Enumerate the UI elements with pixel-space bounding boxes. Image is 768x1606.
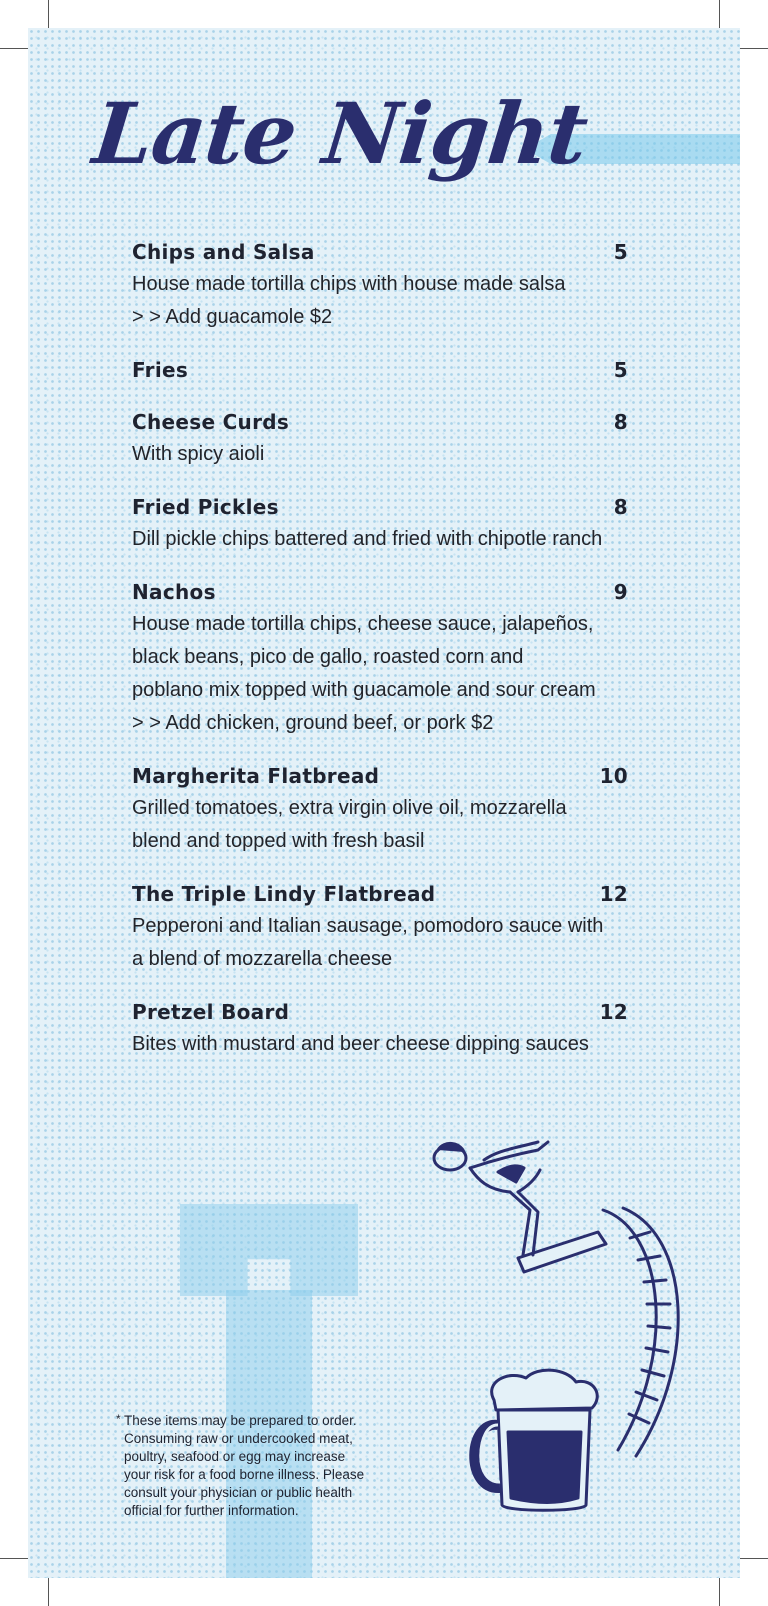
- menu-item-description: [132, 792, 628, 858]
- menu-item-name: Pretzel Board: [132, 1000, 290, 1024]
- menu-item: [132, 354, 628, 386]
- menu-item-header: [132, 576, 628, 608]
- description-line: > > Add guacamole $2: [132, 306, 333, 328]
- description-line: Pepperoni and Italian sausage, pomodoro sauce with: [132, 915, 604, 937]
- menu-item-header: [132, 878, 628, 910]
- menu-item-header: [132, 354, 628, 386]
- disclaimer-line: poultry, seafood or egg may increase: [124, 1449, 346, 1464]
- menu-item-header: [132, 406, 628, 438]
- menu-item-name: Chips and Salsa: [132, 240, 315, 264]
- allergy-disclaimer: [116, 1412, 394, 1520]
- page-title: Late Night: [88, 84, 592, 183]
- menu-item-header: [132, 760, 628, 792]
- menu-item-name: Cheese Curds: [132, 410, 290, 434]
- menu-item: [132, 491, 628, 556]
- disclaimer-line: consult your physician or public health: [124, 1485, 353, 1500]
- menu-item-description: [132, 438, 628, 471]
- menu-item-name: The Triple Lindy Flatbread: [132, 882, 436, 906]
- description-line: Grilled tomatoes, extra virgin olive oil, mozzarella: [132, 797, 567, 819]
- description-line: poblano mix topped with guacamole and sour cream: [132, 679, 596, 701]
- menu-item-price: 5: [613, 240, 628, 264]
- menu-item-price: 9: [613, 580, 628, 604]
- menu-item-price: 10: [599, 764, 628, 788]
- menu-card: [28, 28, 740, 1578]
- description-line: Dill pickle chips battered and fried with chipotle ranch: [132, 528, 603, 550]
- disclaimer-mark: *: [116, 1412, 121, 1426]
- menu-item: [132, 878, 628, 976]
- menu-item-description: [132, 910, 628, 976]
- description-line: Bites with mustard and beer cheese dipping sauces: [132, 1033, 589, 1055]
- menu-item-name: Fries: [132, 358, 189, 382]
- description-line: House made tortilla chips, cheese sauce, jalapeños,: [132, 613, 594, 635]
- menu-item-name: Fried Pickles: [132, 495, 279, 519]
- menu-item: [132, 236, 628, 334]
- menu-item-header: [132, 491, 628, 523]
- t-shape-decoration: [180, 1204, 358, 1296]
- menu-item: [132, 576, 628, 740]
- diver-on-board-beer-mug-icon: [398, 1120, 688, 1540]
- menu-item-description: [132, 608, 628, 740]
- menu-item-description: [132, 523, 628, 556]
- menu-item-price: 12: [599, 1000, 628, 1024]
- menu-list: [132, 236, 628, 1081]
- menu-item-header: [132, 996, 628, 1028]
- menu-item-header: [132, 236, 628, 268]
- menu-item-price: 12: [599, 882, 628, 906]
- menu-item-description: [132, 268, 628, 334]
- description-line: With spicy aioli: [132, 443, 265, 465]
- description-line: House made tortilla chips with house made salsa: [132, 273, 566, 295]
- menu-item-name: Margherita Flatbread: [132, 764, 380, 788]
- disclaimer-line: your risk for a food borne illness. Please: [124, 1467, 365, 1482]
- description-line: > > Add chicken, ground beef, or pork $2: [132, 712, 494, 734]
- menu-item: [132, 996, 628, 1061]
- description-line: black beans, pico de gallo, roasted corn and: [132, 646, 524, 668]
- disclaimer-line: official for further information.: [124, 1503, 299, 1518]
- menu-item-description: [132, 1028, 628, 1061]
- menu-item: [132, 406, 628, 471]
- menu-item: [132, 760, 628, 858]
- description-line: a blend of mozzarella cheese: [132, 948, 393, 970]
- menu-item-price: 8: [613, 410, 628, 434]
- menu-item-name: Nachos: [132, 580, 216, 604]
- menu-item-price: 8: [613, 495, 628, 519]
- description-line: blend and topped with fresh basil: [132, 830, 425, 852]
- disclaimer-line: These items may be prepared to order.: [124, 1413, 357, 1428]
- disclaimer-line: Consuming raw or undercooked meat,: [124, 1431, 353, 1446]
- menu-item-price: 5: [613, 358, 628, 382]
